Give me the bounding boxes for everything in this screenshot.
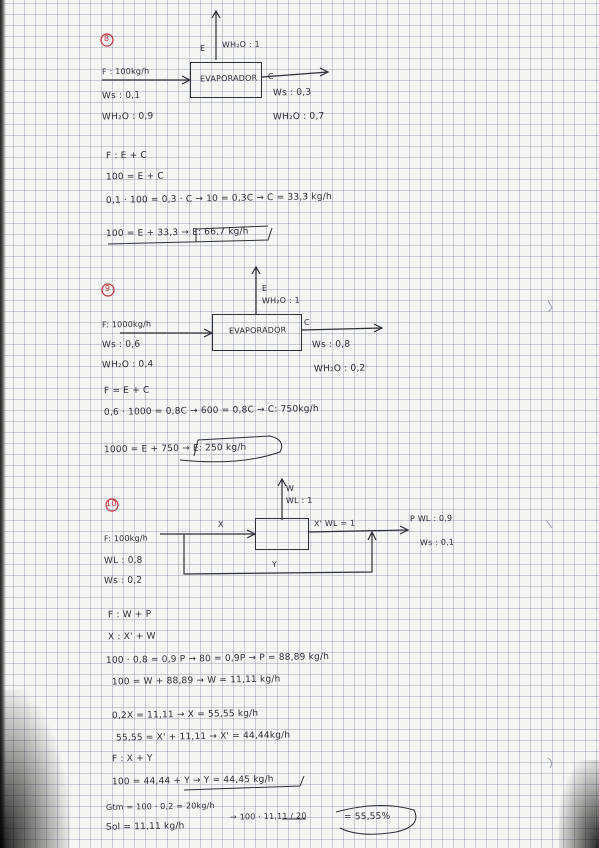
p10-feed-ws: Ws : 0,2 [103, 575, 143, 587]
p10-line-7: F : X + Y [111, 753, 153, 765]
p8-feed-ws: Ws : 0,1 [101, 90, 141, 102]
p9-top-label: WH₂O : 1 [261, 295, 300, 306]
p8-out-wh2o: WH₂O : 0,7 [272, 111, 325, 123]
p8-evaporator-box [190, 62, 262, 98]
p10-line-3: 100 · 0,8 = 0,9 P → 80 = 0,9P → P = 88,89 kg/h [105, 652, 330, 666]
p8-feed-wh2o: WH₂O : 0,9 [101, 111, 154, 123]
p10-line-8: 100 = 44,44 + Y → Y = 44,45 kg/h [111, 774, 274, 788]
p10-line-5: 0,2X = 11,11 → X = 55,55 kg/h [111, 708, 259, 722]
p9-out-letter: C [303, 317, 310, 328]
problem-8-number: 8 [103, 33, 110, 44]
p9-feed-label: F: 1000kg/h [101, 319, 152, 330]
p10-line-12: = 55,55% [343, 811, 391, 823]
p9-line-3: 1000 = E + 750 → E: 250 kg/h [103, 442, 247, 456]
p8-line-2: 100 = E + C [105, 171, 164, 183]
problem-9-number: 9 [104, 283, 111, 294]
p9-out-ws: Ws : 0,8 [311, 339, 351, 351]
p8-line-1: F : E + C [105, 150, 148, 162]
p8-feed-label: F : 100kg/h [101, 66, 150, 77]
p9-feed-ws: Ws : 0,6 [101, 339, 141, 351]
p10-feed-label: F: 100kg/h [103, 533, 149, 544]
p9-out-wh2o: WH₂O : 0,2 [313, 363, 366, 375]
p10-product-label: P WL : 0,9 [409, 513, 453, 524]
p10-line-9: Gtm = 100 · 0,2 = 20kg/h [105, 801, 215, 812]
p8-line-3: 0,1 · 100 = 0,3 · C → 10 = 0,3C → C = 33,3 kg/h [105, 192, 332, 206]
p8-line-4: 100 = E + 33,3 → E: 66,7 kg/h [105, 226, 249, 240]
p10-feed-wl: WL : 0,8 [103, 555, 143, 567]
p10-top-label: WL : 1 [285, 495, 313, 506]
p10-x-label: X [217, 519, 224, 530]
p9-top-letter: E [261, 283, 268, 294]
p10-line-4: 100 = W + 88,89 → W = 11,11 kg/h [111, 674, 281, 688]
p9-box-label: EVAPORADOR [228, 325, 287, 336]
p10-product-ws: Ws : 0,1 [419, 537, 455, 548]
p8-out-letter: C [267, 71, 274, 82]
p8-top-label: WH₂O : 1 [221, 39, 260, 50]
p8-top-letter: E [199, 43, 206, 54]
p10-top-stream: W [285, 483, 295, 494]
p10-line-10: Sol = 11,11 kg/h [105, 821, 185, 833]
problem-10-number: 10 [105, 498, 117, 509]
p9-evaporator-box [212, 314, 302, 351]
p10-line-1: F : W + P [107, 609, 152, 621]
p9-line-2: 0,6 · 1000 = 0,8C → 600 = 0,8C → C: 750kg/h [103, 404, 319, 418]
p10-line-11: → 100 · 11,11 / 20 [229, 811, 307, 822]
p10-y-label: Y [271, 559, 278, 570]
p10-process-box [255, 518, 309, 550]
p8-box-label: EVAPORADOR [199, 73, 258, 84]
p9-line-1: F = E + C [103, 385, 150, 397]
p10-line-6: 55,55 = X' + 11,11 → X' = 44,44kg/h [115, 730, 291, 744]
p8-out-ws: Ws : 0,3 [272, 87, 312, 99]
p10-x-prime-label: X' WL = 1 [313, 518, 356, 529]
p9-feed-wh2o: WH₂O : 0,4 [101, 359, 154, 371]
p10-line-2: X : X' + W [107, 631, 156, 643]
